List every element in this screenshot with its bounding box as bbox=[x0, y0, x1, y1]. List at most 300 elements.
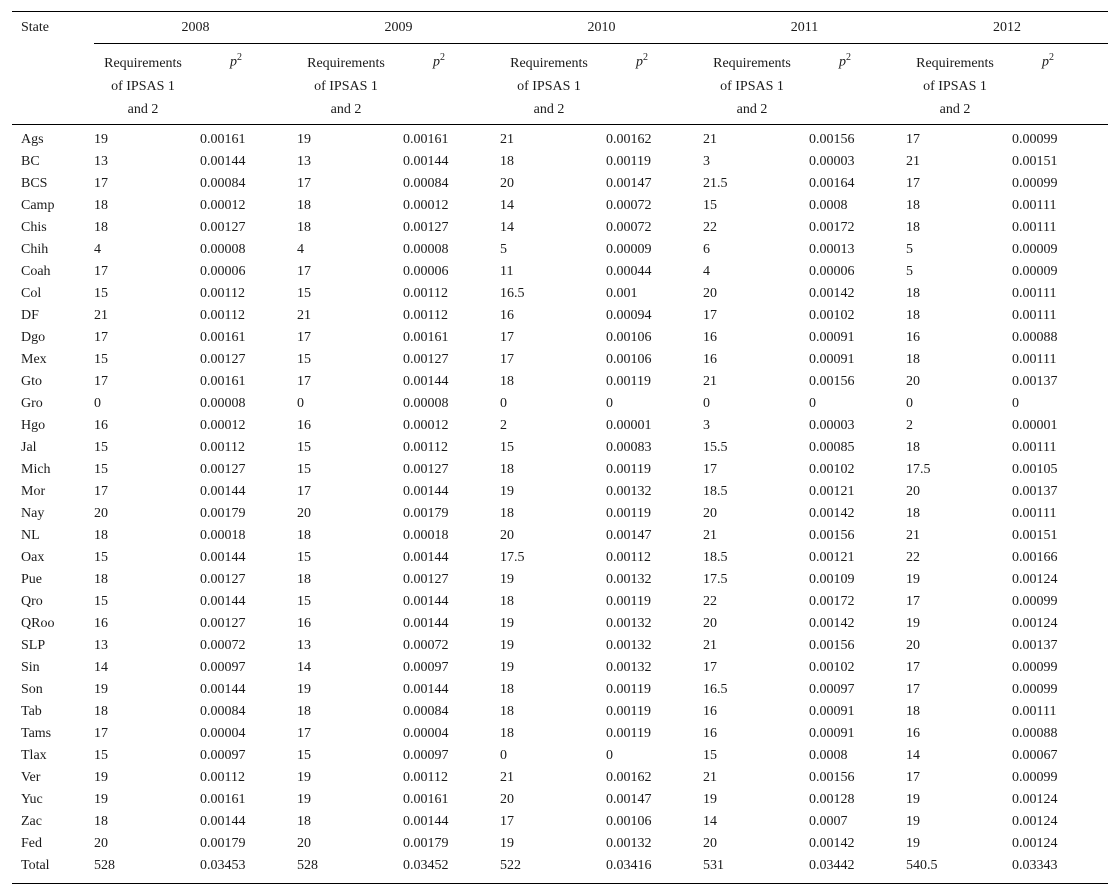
requirements-value-cell: 5 bbox=[500, 242, 507, 257]
p-squared-value-cell: 0.00111 bbox=[1012, 220, 1057, 235]
requirements-value-cell: 18 bbox=[500, 462, 514, 477]
p-symbol: p bbox=[230, 54, 237, 70]
requirements-value-cell: 21 bbox=[703, 770, 717, 785]
p-squared-value-cell: 0.00161 bbox=[200, 132, 246, 147]
p-squared-value-cell: 0.00097 bbox=[200, 660, 246, 675]
requirements-value-cell: 14 bbox=[703, 814, 717, 829]
p-squared-value-cell: 0.00161 bbox=[403, 330, 449, 345]
requirements-value-cell: 20 bbox=[906, 374, 921, 389]
requirements-value-cell: 21 bbox=[94, 308, 108, 323]
table-row bbox=[12, 767, 1108, 789]
requirements-value-cell: 20 bbox=[500, 176, 514, 191]
requirements-value-cell: 4 bbox=[94, 242, 101, 257]
requirements-value-cell: 18 bbox=[297, 814, 311, 829]
requirements-value-cell: 19 bbox=[906, 814, 921, 829]
requirements-value-cell: 15 bbox=[94, 462, 108, 477]
state-cell: Hgo bbox=[21, 418, 46, 433]
requirements-value-cell: 19 bbox=[906, 572, 921, 587]
p-squared-value-cell: 0.00097 bbox=[200, 748, 246, 763]
p-exponent: 2 bbox=[440, 52, 445, 63]
p-squared-value-cell: 0.00127 bbox=[200, 352, 246, 367]
year-header-2011: 2011 bbox=[703, 12, 906, 44]
requirements-value-cell: 18 bbox=[297, 220, 311, 235]
table-row bbox=[12, 415, 1108, 437]
requirements-header-line: of IPSAS 1 bbox=[111, 79, 175, 94]
p-squared-value-cell: 0.00012 bbox=[200, 418, 246, 433]
p-squared-value-cell: 0.00084 bbox=[403, 704, 449, 719]
p-squared-value-cell: 0.00119 bbox=[606, 506, 651, 521]
requirements-value-cell: 19 bbox=[500, 660, 514, 675]
requirements-value-cell: 18 bbox=[500, 374, 514, 389]
p-squared-value-cell: 0.00012 bbox=[200, 198, 246, 213]
requirements-value-cell: 16 bbox=[94, 418, 108, 433]
requirements-value-cell: 531 bbox=[703, 858, 724, 873]
table-row bbox=[12, 591, 1108, 613]
p-squared-value-cell: 0.00156 bbox=[809, 528, 855, 543]
state-cell: Camp bbox=[21, 198, 55, 213]
p-squared-value-cell: 0.00179 bbox=[403, 836, 449, 851]
requirements-header-line: and 2 bbox=[939, 102, 971, 117]
p-squared-value-cell: 0.00144 bbox=[403, 374, 449, 389]
requirements-value-cell: 5 bbox=[906, 264, 914, 279]
requirements-value-cell: 17 bbox=[906, 660, 921, 675]
year-header-2012: 2012 bbox=[906, 12, 1108, 44]
requirements-value-cell: 15 bbox=[297, 462, 311, 477]
state-cell: Jal bbox=[21, 440, 37, 455]
table-row bbox=[12, 371, 1108, 393]
state-cell: Zac bbox=[21, 814, 42, 829]
requirements-value-cell: 15 bbox=[94, 440, 108, 455]
p-squared-value-cell: 0.00179 bbox=[200, 836, 246, 851]
p-squared-value-cell: 0.00018 bbox=[403, 528, 449, 543]
requirements-value-cell: 17 bbox=[500, 814, 514, 829]
requirements-value-cell: 0 bbox=[906, 396, 914, 411]
requirements-value-cell: 20 bbox=[500, 528, 514, 543]
p-squared-value-cell: 0.00097 bbox=[403, 660, 449, 675]
p-squared-value-cell: 0.00172 bbox=[809, 220, 855, 235]
table-row bbox=[12, 481, 1108, 503]
p-squared-value-cell: 0.00132 bbox=[606, 616, 652, 631]
requirements-value-cell: 16 bbox=[703, 352, 717, 367]
p-squared-header-2010 bbox=[606, 44, 703, 125]
p-symbol: p bbox=[433, 54, 440, 70]
requirements-value-cell: 15 bbox=[94, 352, 108, 367]
p-squared-value-cell: 0.00111 bbox=[1012, 440, 1057, 455]
requirements-value-cell: 20 bbox=[703, 836, 717, 851]
requirements-value-cell: 17 bbox=[500, 352, 514, 367]
requirements-value-cell: 18 bbox=[94, 528, 108, 543]
state-cell: Nay bbox=[21, 506, 45, 521]
requirements-value-cell: 18 bbox=[94, 220, 108, 235]
requirements-value-cell: 17.5 bbox=[500, 550, 525, 565]
p-squared-value-cell: 0.00127 bbox=[200, 572, 246, 587]
p-squared-value-cell: 0.00147 bbox=[606, 792, 652, 807]
p-squared-value-cell: 0.00162 bbox=[606, 770, 652, 785]
state-cell: Oax bbox=[21, 550, 45, 565]
p-squared-value-cell: 0.00006 bbox=[403, 264, 449, 279]
p-squared-value-cell: 0.00166 bbox=[1012, 550, 1058, 565]
p-squared-header-2008 bbox=[200, 44, 297, 125]
state-cell: Yuc bbox=[21, 792, 43, 807]
p-squared-value-cell: 0.00111 bbox=[1012, 308, 1057, 323]
p-squared-value-cell: 0.00009 bbox=[1012, 242, 1058, 257]
p-squared-value-cell: 0.00004 bbox=[200, 726, 246, 741]
requirements-value-cell: 3 bbox=[703, 418, 710, 433]
requirements-value-cell: 4 bbox=[703, 264, 710, 279]
p-squared-value-cell: 0.00132 bbox=[606, 660, 652, 675]
table-row bbox=[12, 701, 1108, 723]
state-column-header: State bbox=[21, 20, 49, 35]
state-cell: Total bbox=[21, 858, 50, 873]
table-row bbox=[12, 657, 1108, 679]
p-squared-value-cell: 0.00072 bbox=[606, 198, 652, 213]
p-squared-value-cell: 0.00127 bbox=[200, 616, 246, 631]
table-row bbox=[12, 217, 1108, 239]
requirements-value-cell: 22 bbox=[703, 220, 717, 235]
requirements-value-cell: 15 bbox=[94, 550, 108, 565]
p-squared-value-cell: 0 bbox=[809, 396, 816, 411]
requirements-value-cell: 18 bbox=[94, 814, 108, 829]
requirements-value-cell: 21 bbox=[703, 132, 717, 147]
requirements-value-cell: 3 bbox=[703, 154, 710, 169]
subheader-row bbox=[12, 44, 1108, 125]
p-squared-value-cell: 0.00137 bbox=[1012, 484, 1058, 499]
requirements-value-cell: 19 bbox=[297, 682, 311, 697]
requirements-value-cell: 14 bbox=[500, 220, 514, 235]
p-squared-value-cell: 0.00112 bbox=[403, 308, 448, 323]
p-squared-value-cell: 0.00105 bbox=[1012, 462, 1058, 477]
p-squared-value-cell: 0.00144 bbox=[200, 682, 246, 697]
requirements-value-cell: 0 bbox=[703, 396, 710, 411]
p-squared-value-cell: 0.00151 bbox=[1012, 528, 1058, 543]
year-header-2008: 2008 bbox=[94, 12, 297, 44]
table-row bbox=[12, 239, 1108, 261]
p-squared-value-cell: 0.00109 bbox=[809, 572, 855, 587]
requirements-value-cell: 13 bbox=[297, 154, 311, 169]
table-row bbox=[12, 125, 1108, 152]
state-cell: NL bbox=[21, 528, 40, 543]
p-squared-value-cell: 0.00067 bbox=[1012, 748, 1058, 763]
requirements-value-cell: 19 bbox=[500, 836, 514, 851]
requirements-value-cell: 17 bbox=[703, 660, 717, 675]
requirements-value-cell: 22 bbox=[703, 594, 717, 609]
p-squared-value-cell: 0.00009 bbox=[1012, 264, 1058, 279]
table-row bbox=[12, 723, 1108, 745]
requirements-value-cell: 18 bbox=[94, 704, 108, 719]
requirements-value-cell: 15 bbox=[297, 286, 311, 301]
p-squared-value-cell: 0.00147 bbox=[606, 528, 652, 543]
p-squared-value-cell: 0.00072 bbox=[606, 220, 652, 235]
requirements-value-cell: 18 bbox=[297, 528, 311, 543]
state-cell: Dgo bbox=[21, 330, 46, 345]
requirements-value-cell: 19 bbox=[703, 792, 717, 807]
p-squared-value-cell: 0.00179 bbox=[200, 506, 246, 521]
p-squared-value-cell: 0.00106 bbox=[606, 814, 652, 829]
requirements-value-cell: 14 bbox=[500, 198, 514, 213]
p-squared-value-cell: 0.00102 bbox=[809, 462, 855, 477]
requirements-value-cell: 20 bbox=[703, 616, 717, 631]
requirements-value-cell: 20 bbox=[94, 506, 108, 521]
p-squared-value-cell: 0.00132 bbox=[606, 638, 652, 653]
state-cell: DF bbox=[21, 308, 39, 323]
p-squared-value-cell: 0.00127 bbox=[200, 462, 246, 477]
p-squared-value-cell: 0.00156 bbox=[809, 638, 855, 653]
requirements-value-cell: 17.5 bbox=[703, 572, 728, 587]
requirements-value-cell: 11 bbox=[500, 264, 514, 279]
p-squared-value-cell: 0.00144 bbox=[200, 484, 246, 499]
requirements-value-cell: 4 bbox=[297, 242, 304, 257]
requirements-value-cell: 18 bbox=[906, 308, 921, 323]
requirements-header-2011 bbox=[703, 44, 809, 125]
requirements-value-cell: 16 bbox=[703, 726, 717, 741]
p-squared-value-cell: 0.00102 bbox=[809, 660, 855, 675]
requirements-value-cell: 19 bbox=[500, 638, 514, 653]
table-row bbox=[12, 393, 1108, 415]
p-squared-value-cell: 0.00156 bbox=[809, 132, 855, 147]
requirements-value-cell: 18 bbox=[500, 506, 514, 521]
p-squared-value-cell: 0.00012 bbox=[403, 198, 449, 213]
p-squared-value-cell: 0.00119 bbox=[606, 726, 651, 741]
requirements-value-cell: 18 bbox=[906, 352, 921, 367]
p-squared-value-cell: 0.00111 bbox=[1012, 506, 1057, 521]
requirements-value-cell: 15.5 bbox=[703, 440, 728, 455]
p-squared-value-cell: 0.00106 bbox=[606, 330, 652, 345]
p-squared-value-cell: 0.00044 bbox=[606, 264, 652, 279]
p-squared-value-cell: 0.00142 bbox=[809, 286, 855, 301]
p-symbol: p bbox=[636, 54, 643, 70]
requirements-value-cell: 0 bbox=[94, 396, 101, 411]
p-squared-value-cell: 0.00144 bbox=[403, 154, 449, 169]
requirements-value-cell: 19 bbox=[500, 484, 514, 499]
table-row bbox=[12, 789, 1108, 811]
state-cell: Sin bbox=[21, 660, 40, 675]
table-row bbox=[12, 613, 1108, 635]
p-squared-value-cell: 0.00179 bbox=[403, 506, 449, 521]
p-squared-value-cell: 0.00097 bbox=[403, 748, 449, 763]
requirements-value-cell: 17 bbox=[500, 330, 514, 345]
requirements-value-cell: 15 bbox=[94, 594, 108, 609]
requirements-header-line: and 2 bbox=[533, 102, 565, 117]
requirements-header-line: of IPSAS 1 bbox=[923, 79, 987, 94]
requirements-value-cell: 15 bbox=[297, 748, 311, 763]
requirements-value-cell: 18 bbox=[297, 198, 311, 213]
p-squared-value-cell: 0.00091 bbox=[809, 352, 855, 367]
p-squared-value-cell: 0.00137 bbox=[1012, 374, 1058, 389]
requirements-header-line: and 2 bbox=[127, 102, 159, 117]
p-squared-value-cell: 0.00119 bbox=[606, 374, 651, 389]
table-row bbox=[12, 305, 1108, 327]
p-squared-value-cell: 0.00144 bbox=[403, 814, 449, 829]
state-cell: Gto bbox=[21, 374, 42, 389]
requirements-value-cell: 15 bbox=[703, 748, 717, 763]
requirements-value-cell: 18 bbox=[500, 154, 514, 169]
requirements-value-cell: 16 bbox=[906, 330, 921, 345]
p-squared-value-cell: 0.00161 bbox=[200, 374, 246, 389]
requirements-value-cell: 19 bbox=[94, 132, 108, 147]
p-squared-header-2012 bbox=[1012, 44, 1108, 125]
p-squared-value-cell: 0.00119 bbox=[606, 154, 651, 169]
requirements-value-cell: 17 bbox=[703, 462, 717, 477]
p-squared-value-cell: 0.00161 bbox=[403, 792, 449, 807]
requirements-header-line: and 2 bbox=[330, 102, 362, 117]
p-squared-value-cell: 0.00099 bbox=[1012, 594, 1058, 609]
table-header bbox=[12, 12, 1108, 125]
p-squared-value-cell: 0.00144 bbox=[403, 616, 449, 631]
requirements-value-cell: 17.5 bbox=[906, 462, 931, 477]
p-squared-value-cell: 0.00144 bbox=[200, 814, 246, 829]
p-squared-value-cell: 0.001 bbox=[606, 286, 638, 301]
state-cell: Mex bbox=[21, 352, 47, 367]
table-row bbox=[12, 437, 1108, 459]
requirements-value-cell: 17 bbox=[906, 132, 921, 147]
p-squared-value-cell: 0.00127 bbox=[200, 220, 246, 235]
table-row bbox=[12, 261, 1108, 283]
state-subheader-empty bbox=[12, 44, 94, 125]
table-row bbox=[12, 569, 1108, 591]
requirements-value-cell: 19 bbox=[297, 132, 311, 147]
requirements-value-cell: 18 bbox=[500, 682, 514, 697]
p-squared-value-cell: 0.00099 bbox=[1012, 660, 1058, 675]
p-squared-value-cell: 0.00119 bbox=[606, 594, 651, 609]
table-row bbox=[12, 745, 1108, 767]
p-squared-value-cell: 0.00161 bbox=[200, 792, 246, 807]
p-squared-value-cell: 0.00091 bbox=[809, 726, 855, 741]
requirements-value-cell: 18 bbox=[906, 198, 921, 213]
requirements-value-cell: 17 bbox=[703, 308, 717, 323]
requirements-value-cell: 17 bbox=[297, 374, 311, 389]
requirements-value-cell: 0 bbox=[500, 748, 507, 763]
state-cell: Tab bbox=[21, 704, 42, 719]
state-cell: Son bbox=[21, 682, 43, 697]
requirements-value-cell: 15 bbox=[297, 352, 311, 367]
requirements-header-line: Requirements bbox=[104, 56, 182, 71]
p-squared-value-cell: 0.00009 bbox=[606, 242, 652, 257]
requirements-value-cell: 20 bbox=[94, 836, 108, 851]
requirements-value-cell: 528 bbox=[297, 858, 318, 873]
p-squared-value-cell: 0.03343 bbox=[1012, 858, 1058, 873]
p-squared-value-cell: 0.00156 bbox=[809, 374, 855, 389]
table-row bbox=[12, 855, 1108, 884]
requirements-value-cell: 2 bbox=[500, 418, 507, 433]
state-cell: BC bbox=[21, 154, 40, 169]
state-cell: Tams bbox=[21, 726, 52, 741]
p-squared-value-cell: 0.00084 bbox=[200, 704, 246, 719]
p-squared-value-cell: 0.00097 bbox=[809, 682, 855, 697]
table-row bbox=[12, 195, 1108, 217]
p-exponent: 2 bbox=[643, 52, 648, 63]
requirements-value-cell: 16 bbox=[703, 704, 717, 719]
requirements-value-cell: 21.5 bbox=[703, 176, 728, 191]
requirements-value-cell: 20 bbox=[500, 792, 514, 807]
requirements-value-cell: 16 bbox=[500, 308, 514, 323]
table-row bbox=[12, 525, 1108, 547]
p-squared-value-cell: 0.00091 bbox=[809, 330, 855, 345]
requirements-header-line: of IPSAS 1 bbox=[517, 79, 581, 94]
p-squared-value-cell: 0.0007 bbox=[809, 814, 848, 829]
requirements-value-cell: 19 bbox=[297, 770, 311, 785]
requirements-value-cell: 13 bbox=[94, 154, 108, 169]
p-squared-value-cell: 0.00124 bbox=[1012, 792, 1058, 807]
requirements-value-cell: 18 bbox=[906, 440, 921, 455]
p-squared-value-cell: 0.00102 bbox=[809, 308, 855, 323]
requirements-value-cell: 18 bbox=[906, 286, 921, 301]
p-squared-value-cell: 0.00156 bbox=[809, 770, 855, 785]
p-squared-value-cell: 0.00111 bbox=[1012, 352, 1057, 367]
requirements-value-cell: 20 bbox=[297, 836, 311, 851]
p-squared-value-cell: 0.00127 bbox=[403, 352, 449, 367]
state-cell: Tlax bbox=[21, 748, 47, 763]
state-cell: Col bbox=[21, 286, 42, 301]
p-squared-value-cell: 0.00162 bbox=[606, 132, 652, 147]
p-squared-value-cell: 0.00013 bbox=[809, 242, 855, 257]
p-squared-value-cell: 0.00088 bbox=[1012, 726, 1058, 741]
requirements-value-cell: 17 bbox=[906, 682, 921, 697]
p-squared-value-cell: 0.00088 bbox=[1012, 330, 1058, 345]
p-exponent: 2 bbox=[846, 52, 851, 63]
p-squared-value-cell: 0.00008 bbox=[200, 396, 246, 411]
p-squared-value-cell: 0.00119 bbox=[606, 704, 651, 719]
requirements-value-cell: 19 bbox=[94, 770, 108, 785]
p-squared-value-cell: 0.00142 bbox=[809, 616, 855, 631]
requirements-value-cell: 22 bbox=[906, 550, 921, 565]
p-squared-value-cell: 0.03416 bbox=[606, 858, 652, 873]
requirements-value-cell: 15 bbox=[703, 198, 717, 213]
requirements-value-cell: 19 bbox=[906, 836, 921, 851]
requirements-value-cell: 19 bbox=[297, 792, 311, 807]
requirements-value-cell: 21 bbox=[703, 638, 717, 653]
table-row bbox=[12, 679, 1108, 701]
requirements-header-line: Requirements bbox=[307, 56, 385, 71]
p-squared-value-cell: 0.00004 bbox=[403, 726, 449, 741]
p-squared-value-cell: 0.00112 bbox=[403, 770, 448, 785]
p-squared-value-cell: 0.00172 bbox=[809, 594, 855, 609]
p-squared-value-cell: 0.00132 bbox=[606, 836, 652, 851]
p-squared-value-cell: 0.00099 bbox=[1012, 132, 1058, 147]
p-squared-value-cell: 0.00001 bbox=[606, 418, 652, 433]
table-row bbox=[12, 811, 1108, 833]
p-squared-value-cell: 0.00003 bbox=[809, 154, 855, 169]
p-squared-value-cell: 0.00111 bbox=[1012, 198, 1057, 213]
p-squared-value-cell: 0.00008 bbox=[200, 242, 246, 257]
requirements-value-cell: 20 bbox=[703, 506, 717, 521]
requirements-value-cell: 17 bbox=[297, 726, 311, 741]
table-row bbox=[12, 349, 1108, 371]
table-row bbox=[12, 459, 1108, 481]
p-squared-value-cell: 0.00106 bbox=[606, 352, 652, 367]
requirements-value-cell: 15 bbox=[297, 440, 311, 455]
state-cell: Ver bbox=[21, 770, 41, 785]
p-squared-value-cell: 0.00124 bbox=[1012, 616, 1058, 631]
p-squared-value-cell: 0.0008 bbox=[809, 198, 848, 213]
p-squared-value-cell: 0.00121 bbox=[809, 484, 855, 499]
requirements-value-cell: 17 bbox=[297, 330, 311, 345]
requirements-header-2012 bbox=[906, 44, 1012, 125]
requirements-value-cell: 15 bbox=[297, 550, 311, 565]
requirements-value-cell: 15 bbox=[297, 594, 311, 609]
requirements-value-cell: 5 bbox=[906, 242, 914, 257]
p-squared-value-cell: 0.00006 bbox=[200, 264, 246, 279]
p-symbol: p bbox=[839, 54, 846, 70]
requirements-value-cell: 18 bbox=[94, 198, 108, 213]
requirements-value-cell: 19 bbox=[500, 572, 514, 587]
table-row bbox=[12, 173, 1108, 195]
requirements-value-cell: 16 bbox=[906, 726, 921, 741]
requirements-value-cell: 19 bbox=[500, 616, 514, 631]
p-squared-value-cell: 0.00128 bbox=[809, 792, 855, 807]
state-cell: Mich bbox=[21, 462, 51, 477]
p-squared-value-cell: 0.00112 bbox=[200, 770, 245, 785]
p-squared-value-cell: 0.00112 bbox=[200, 440, 245, 455]
